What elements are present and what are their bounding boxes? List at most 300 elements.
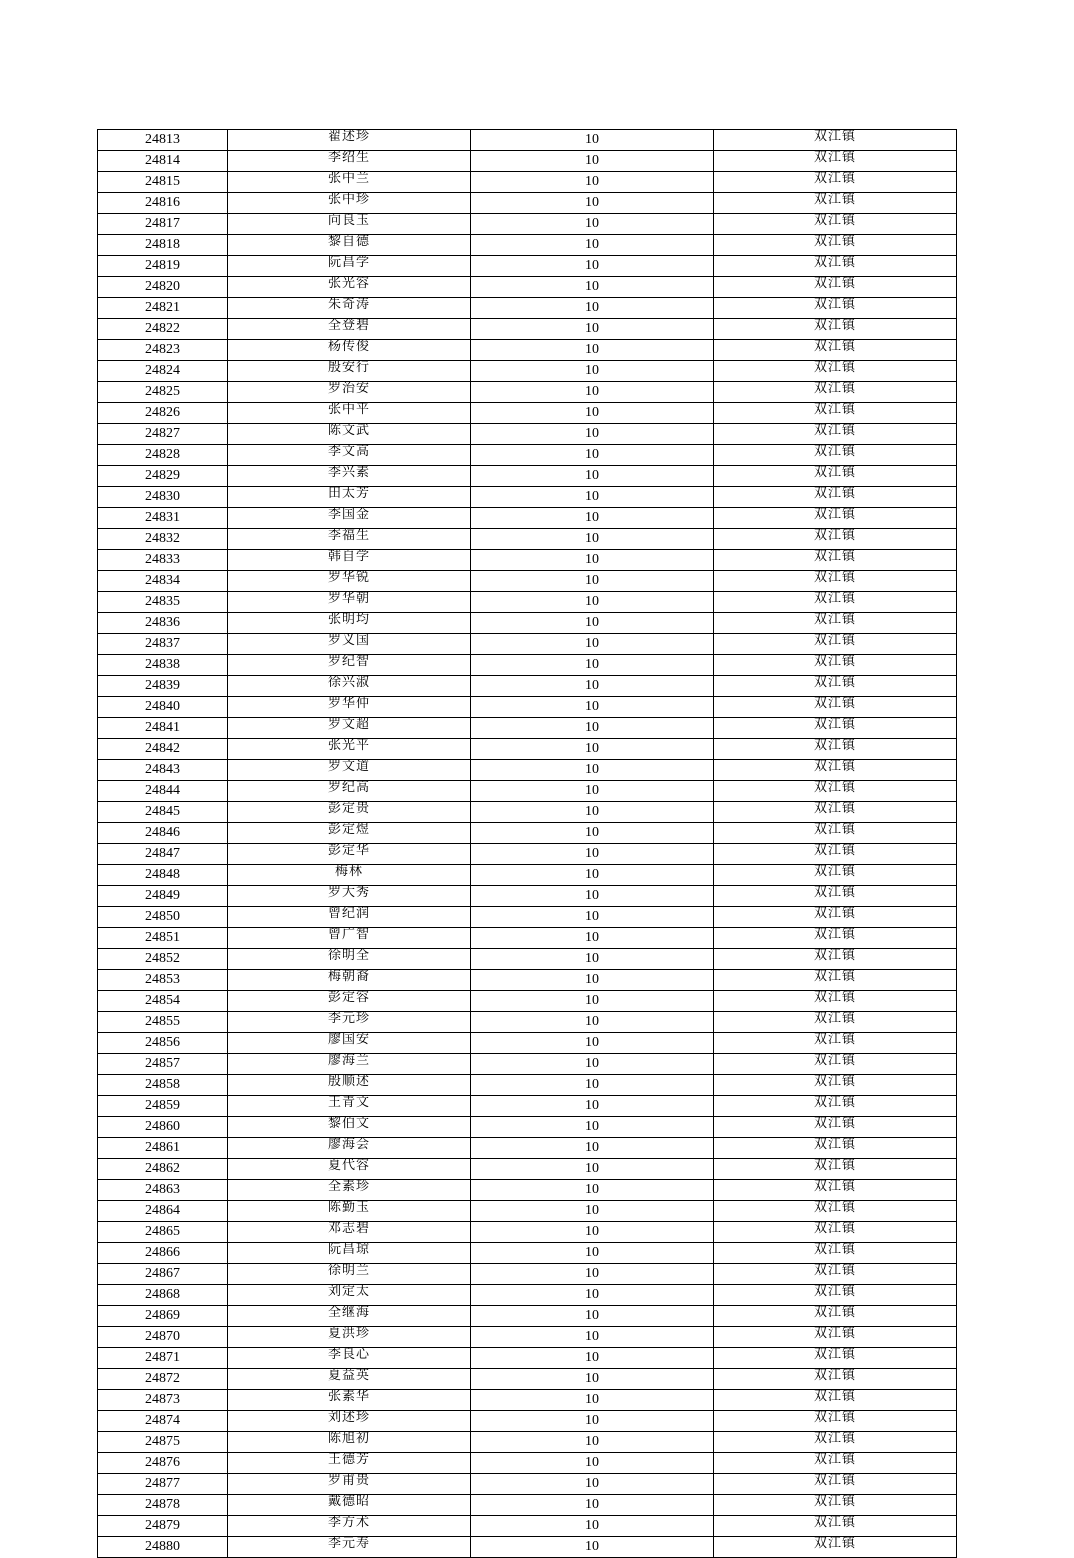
amount-cell: 10 [471, 1327, 714, 1348]
town-cell: 双江镇 [714, 781, 957, 802]
person-name-cell: 李元寿 [228, 1537, 471, 1558]
amount-cell: 10 [471, 361, 714, 382]
table-row [98, 676, 957, 697]
table-row [98, 550, 957, 571]
person-name-cell: 罗文超 [228, 718, 471, 739]
table-row [98, 340, 957, 361]
row-id-cell: 24863 [98, 1180, 228, 1201]
amount-cell: 10 [471, 823, 714, 844]
amount-cell: 10 [471, 1285, 714, 1306]
person-name-cell: 夏洪珍 [228, 1327, 471, 1348]
table-row [98, 1390, 957, 1411]
person-name-cell: 张光平 [228, 739, 471, 760]
table-row [98, 529, 957, 550]
amount-cell: 10 [471, 676, 714, 697]
person-name-cell: 王德芳 [228, 1453, 471, 1474]
table-row [98, 634, 957, 655]
amount-cell: 10 [471, 298, 714, 319]
person-name-cell: 李良心 [228, 1348, 471, 1369]
town-cell: 双江镇 [714, 928, 957, 949]
person-name-cell: 李文高 [228, 445, 471, 466]
row-id-cell: 24871 [98, 1348, 228, 1369]
town-cell: 双江镇 [714, 445, 957, 466]
amount-cell: 10 [471, 886, 714, 907]
amount-cell: 10 [471, 1054, 714, 1075]
table-row [98, 214, 957, 235]
document-table-container [97, 129, 957, 1558]
amount-cell: 10 [471, 1159, 714, 1180]
amount-cell: 10 [471, 571, 714, 592]
amount-cell: 10 [471, 445, 714, 466]
subsidy-roster-table [97, 129, 957, 1558]
amount-cell: 10 [471, 991, 714, 1012]
amount-cell: 10 [471, 718, 714, 739]
amount-cell: 10 [471, 1201, 714, 1222]
town-cell: 双江镇 [714, 571, 957, 592]
amount-cell: 10 [471, 865, 714, 886]
town-cell: 双江镇 [714, 970, 957, 991]
table-row [98, 172, 957, 193]
table-row [98, 1369, 957, 1390]
row-id-cell: 24829 [98, 466, 228, 487]
town-cell: 双江镇 [714, 1432, 957, 1453]
town-cell: 双江镇 [714, 277, 957, 298]
row-id-cell: 24816 [98, 193, 228, 214]
amount-cell: 10 [471, 1117, 714, 1138]
table-row [98, 1180, 957, 1201]
row-id-cell: 24814 [98, 151, 228, 172]
amount-cell: 10 [471, 739, 714, 760]
person-name-cell: 全继海 [228, 1306, 471, 1327]
amount-cell: 10 [471, 256, 714, 277]
row-id-cell: 24825 [98, 382, 228, 403]
row-id-cell: 24857 [98, 1054, 228, 1075]
amount-cell: 10 [471, 1222, 714, 1243]
table-row [98, 1201, 957, 1222]
row-id-cell: 24853 [98, 970, 228, 991]
person-name-cell: 张素华 [228, 1390, 471, 1411]
table-row [98, 1054, 957, 1075]
table-row [98, 718, 957, 739]
amount-cell: 10 [471, 319, 714, 340]
row-id-cell: 24832 [98, 529, 228, 550]
amount-cell: 10 [471, 466, 714, 487]
row-id-cell: 24813 [98, 130, 228, 151]
table-row [98, 802, 957, 823]
table-row [98, 1243, 957, 1264]
row-id-cell: 24880 [98, 1537, 228, 1558]
person-name-cell: 罗纪智 [228, 655, 471, 676]
town-cell: 双江镇 [714, 1537, 957, 1558]
person-name-cell: 罗治安 [228, 382, 471, 403]
table-row [98, 1453, 957, 1474]
table-row [98, 655, 957, 676]
person-name-cell: 黎自德 [228, 235, 471, 256]
person-name-cell: 陈勤玉 [228, 1201, 471, 1222]
table-row [98, 781, 957, 802]
town-cell: 双江镇 [714, 1159, 957, 1180]
table-row [98, 1348, 957, 1369]
table-row [98, 487, 957, 508]
town-cell: 双江镇 [714, 613, 957, 634]
row-id-cell: 24843 [98, 760, 228, 781]
person-name-cell: 夏益英 [228, 1369, 471, 1390]
person-name-cell: 李方术 [228, 1516, 471, 1537]
person-name-cell: 陈文武 [228, 424, 471, 445]
person-name-cell: 张中兰 [228, 172, 471, 193]
table-row [98, 844, 957, 865]
row-id-cell: 24872 [98, 1369, 228, 1390]
person-name-cell: 曾广智 [228, 928, 471, 949]
row-id-cell: 24861 [98, 1138, 228, 1159]
amount-cell: 10 [471, 1075, 714, 1096]
row-id-cell: 24868 [98, 1285, 228, 1306]
town-cell: 双江镇 [714, 151, 957, 172]
amount-cell: 10 [471, 1012, 714, 1033]
row-id-cell: 24876 [98, 1453, 228, 1474]
amount-cell: 10 [471, 529, 714, 550]
town-cell: 双江镇 [714, 361, 957, 382]
row-id-cell: 24848 [98, 865, 228, 886]
table-row [98, 907, 957, 928]
town-cell: 双江镇 [714, 1453, 957, 1474]
table-row [98, 1474, 957, 1495]
table-row [98, 865, 957, 886]
town-cell: 双江镇 [714, 1516, 957, 1537]
person-name-cell: 廖海兰 [228, 1054, 471, 1075]
person-name-cell: 罗华朝 [228, 592, 471, 613]
town-cell: 双江镇 [714, 193, 957, 214]
town-cell: 双江镇 [714, 424, 957, 445]
table-row [98, 256, 957, 277]
row-id-cell: 24851 [98, 928, 228, 949]
table-row [98, 445, 957, 466]
row-id-cell: 24860 [98, 1117, 228, 1138]
town-cell: 双江镇 [714, 823, 957, 844]
table-row [98, 466, 957, 487]
row-id-cell: 24874 [98, 1411, 228, 1432]
row-id-cell: 24834 [98, 571, 228, 592]
person-name-cell: 曾纪润 [228, 907, 471, 928]
table-row [98, 1516, 957, 1537]
amount-cell: 10 [471, 130, 714, 151]
town-cell: 双江镇 [714, 319, 957, 340]
town-cell: 双江镇 [714, 235, 957, 256]
row-id-cell: 24842 [98, 739, 228, 760]
town-cell: 双江镇 [714, 1264, 957, 1285]
person-name-cell: 王青文 [228, 1096, 471, 1117]
person-name-cell: 罗文道 [228, 760, 471, 781]
amount-cell: 10 [471, 1411, 714, 1432]
person-name-cell: 殷顺述 [228, 1075, 471, 1096]
person-name-cell: 罗义国 [228, 634, 471, 655]
town-cell: 双江镇 [714, 382, 957, 403]
town-cell: 双江镇 [714, 760, 957, 781]
town-cell: 双江镇 [714, 1117, 957, 1138]
person-name-cell: 李国金 [228, 508, 471, 529]
town-cell: 双江镇 [714, 1327, 957, 1348]
row-id-cell: 24864 [98, 1201, 228, 1222]
amount-cell: 10 [471, 235, 714, 256]
amount-cell: 10 [471, 802, 714, 823]
row-id-cell: 24841 [98, 718, 228, 739]
row-id-cell: 24866 [98, 1243, 228, 1264]
row-id-cell: 24859 [98, 1096, 228, 1117]
person-name-cell: 徐明兰 [228, 1264, 471, 1285]
amount-cell: 10 [471, 1369, 714, 1390]
row-id-cell: 24830 [98, 487, 228, 508]
amount-cell: 10 [471, 844, 714, 865]
table-row [98, 823, 957, 844]
table-row [98, 991, 957, 1012]
amount-cell: 10 [471, 1537, 714, 1558]
person-name-cell: 田太芳 [228, 487, 471, 508]
row-id-cell: 24844 [98, 781, 228, 802]
town-cell: 双江镇 [714, 1096, 957, 1117]
amount-cell: 10 [471, 907, 714, 928]
row-id-cell: 24870 [98, 1327, 228, 1348]
row-id-cell: 24877 [98, 1474, 228, 1495]
person-name-cell: 邓志碧 [228, 1222, 471, 1243]
amount-cell: 10 [471, 928, 714, 949]
town-cell: 双江镇 [714, 1285, 957, 1306]
amount-cell: 10 [471, 340, 714, 361]
person-name-cell: 李绍生 [228, 151, 471, 172]
row-id-cell: 24820 [98, 277, 228, 298]
town-cell: 双江镇 [714, 1495, 957, 1516]
person-name-cell: 彭定贵 [228, 802, 471, 823]
person-name-cell: 韩自学 [228, 550, 471, 571]
table-row [98, 1159, 957, 1180]
table-row [98, 403, 957, 424]
town-cell: 双江镇 [714, 802, 957, 823]
person-name-cell: 张光容 [228, 277, 471, 298]
amount-cell: 10 [471, 1432, 714, 1453]
table-row [98, 970, 957, 991]
town-cell: 双江镇 [714, 1201, 957, 1222]
person-name-cell: 夏代容 [228, 1159, 471, 1180]
person-name-cell: 黎伯文 [228, 1117, 471, 1138]
row-id-cell: 24826 [98, 403, 228, 424]
town-cell: 双江镇 [714, 1348, 957, 1369]
table-row [98, 592, 957, 613]
table-row [98, 508, 957, 529]
person-name-cell: 陈旭初 [228, 1432, 471, 1453]
amount-cell: 10 [471, 487, 714, 508]
person-name-cell: 梅朝裔 [228, 970, 471, 991]
person-name-cell: 全素珍 [228, 1180, 471, 1201]
town-cell: 双江镇 [714, 886, 957, 907]
town-cell: 双江镇 [714, 1033, 957, 1054]
person-name-cell: 戴德昭 [228, 1495, 471, 1516]
town-cell: 双江镇 [714, 991, 957, 1012]
row-id-cell: 24878 [98, 1495, 228, 1516]
row-id-cell: 24879 [98, 1516, 228, 1537]
table-row [98, 193, 957, 214]
amount-cell: 10 [471, 424, 714, 445]
town-cell: 双江镇 [714, 1411, 957, 1432]
town-cell: 双江镇 [714, 655, 957, 676]
row-id-cell: 24827 [98, 424, 228, 445]
table-row [98, 1285, 957, 1306]
amount-cell: 10 [471, 1033, 714, 1054]
row-id-cell: 24833 [98, 550, 228, 571]
amount-cell: 10 [471, 1495, 714, 1516]
row-id-cell: 24852 [98, 949, 228, 970]
town-cell: 双江镇 [714, 466, 957, 487]
person-name-cell: 刘定太 [228, 1285, 471, 1306]
town-cell: 双江镇 [714, 214, 957, 235]
town-cell: 双江镇 [714, 907, 957, 928]
person-name-cell: 张中珍 [228, 193, 471, 214]
table-row [98, 1432, 957, 1453]
table-row [98, 424, 957, 445]
table-row [98, 949, 957, 970]
row-id-cell: 24847 [98, 844, 228, 865]
row-id-cell: 24849 [98, 886, 228, 907]
row-id-cell: 24858 [98, 1075, 228, 1096]
person-name-cell: 李元珍 [228, 1012, 471, 1033]
table-row [98, 886, 957, 907]
person-name-cell: 翟述珍 [228, 130, 471, 151]
amount-cell: 10 [471, 1180, 714, 1201]
table-row [98, 130, 957, 151]
row-id-cell: 24854 [98, 991, 228, 1012]
town-cell: 双江镇 [714, 718, 957, 739]
town-cell: 双江镇 [714, 592, 957, 613]
amount-cell: 10 [471, 697, 714, 718]
town-cell: 双江镇 [714, 529, 957, 550]
row-id-cell: 24867 [98, 1264, 228, 1285]
row-id-cell: 24856 [98, 1033, 228, 1054]
amount-cell: 10 [471, 1138, 714, 1159]
person-name-cell: 李福生 [228, 529, 471, 550]
table-row [98, 382, 957, 403]
amount-cell: 10 [471, 760, 714, 781]
person-name-cell: 张中平 [228, 403, 471, 424]
town-cell: 双江镇 [714, 1075, 957, 1096]
person-name-cell: 李兴素 [228, 466, 471, 487]
town-cell: 双江镇 [714, 1474, 957, 1495]
town-cell: 双江镇 [714, 1180, 957, 1201]
person-name-cell: 梅林 [228, 865, 471, 886]
amount-cell: 10 [471, 781, 714, 802]
amount-cell: 10 [471, 634, 714, 655]
row-id-cell: 24850 [98, 907, 228, 928]
town-cell: 双江镇 [714, 508, 957, 529]
amount-cell: 10 [471, 1096, 714, 1117]
table-row [98, 1537, 957, 1558]
table-row [98, 277, 957, 298]
row-id-cell: 24845 [98, 802, 228, 823]
row-id-cell: 24840 [98, 697, 228, 718]
table-row [98, 571, 957, 592]
town-cell: 双江镇 [714, 1306, 957, 1327]
amount-cell: 10 [471, 151, 714, 172]
table-row [98, 361, 957, 382]
table-row [98, 1117, 957, 1138]
table-row [98, 319, 957, 340]
person-name-cell: 朱奇涛 [228, 298, 471, 319]
town-cell: 双江镇 [714, 487, 957, 508]
town-cell: 双江镇 [714, 844, 957, 865]
town-cell: 双江镇 [714, 172, 957, 193]
row-id-cell: 24865 [98, 1222, 228, 1243]
amount-cell: 10 [471, 1390, 714, 1411]
amount-cell: 10 [471, 949, 714, 970]
row-id-cell: 24815 [98, 172, 228, 193]
table-row [98, 739, 957, 760]
person-name-cell: 刘述珍 [228, 1411, 471, 1432]
row-id-cell: 24823 [98, 340, 228, 361]
amount-cell: 10 [471, 655, 714, 676]
amount-cell: 10 [471, 550, 714, 571]
person-name-cell: 彭定华 [228, 844, 471, 865]
table-row [98, 1306, 957, 1327]
town-cell: 双江镇 [714, 1390, 957, 1411]
row-id-cell: 24824 [98, 361, 228, 382]
row-id-cell: 24836 [98, 613, 228, 634]
person-name-cell: 廖国安 [228, 1033, 471, 1054]
amount-cell: 10 [471, 1453, 714, 1474]
table-row [98, 1075, 957, 1096]
amount-cell: 10 [471, 1348, 714, 1369]
table-row [98, 1327, 957, 1348]
person-name-cell: 罗甫贵 [228, 1474, 471, 1495]
person-name-cell: 殷安行 [228, 361, 471, 382]
person-name-cell: 廖海会 [228, 1138, 471, 1159]
person-name-cell: 杨传俊 [228, 340, 471, 361]
amount-cell: 10 [471, 1306, 714, 1327]
row-id-cell: 24846 [98, 823, 228, 844]
row-id-cell: 24873 [98, 1390, 228, 1411]
town-cell: 双江镇 [714, 1222, 957, 1243]
town-cell: 双江镇 [714, 865, 957, 886]
table-row [98, 613, 957, 634]
table-row [98, 1264, 957, 1285]
row-id-cell: 24828 [98, 445, 228, 466]
person-name-cell: 罗纪高 [228, 781, 471, 802]
town-cell: 双江镇 [714, 298, 957, 319]
town-cell: 双江镇 [714, 340, 957, 361]
town-cell: 双江镇 [714, 1243, 957, 1264]
table-row [98, 1012, 957, 1033]
table-row [98, 697, 957, 718]
person-name-cell: 全登碧 [228, 319, 471, 340]
table-row [98, 1222, 957, 1243]
row-id-cell: 24862 [98, 1159, 228, 1180]
amount-cell: 10 [471, 970, 714, 991]
row-id-cell: 24821 [98, 298, 228, 319]
row-id-cell: 24838 [98, 655, 228, 676]
roster-table-body [98, 130, 957, 1558]
town-cell: 双江镇 [714, 1369, 957, 1390]
town-cell: 双江镇 [714, 403, 957, 424]
person-name-cell: 罗大秀 [228, 886, 471, 907]
town-cell: 双江镇 [714, 1054, 957, 1075]
amount-cell: 10 [471, 193, 714, 214]
person-name-cell: 彭定煜 [228, 823, 471, 844]
table-row [98, 1411, 957, 1432]
town-cell: 双江镇 [714, 697, 957, 718]
row-id-cell: 24837 [98, 634, 228, 655]
row-id-cell: 24875 [98, 1432, 228, 1453]
row-id-cell: 24818 [98, 235, 228, 256]
amount-cell: 10 [471, 214, 714, 235]
person-name-cell: 阮昌琼 [228, 1243, 471, 1264]
amount-cell: 10 [471, 1264, 714, 1285]
row-id-cell: 24835 [98, 592, 228, 613]
